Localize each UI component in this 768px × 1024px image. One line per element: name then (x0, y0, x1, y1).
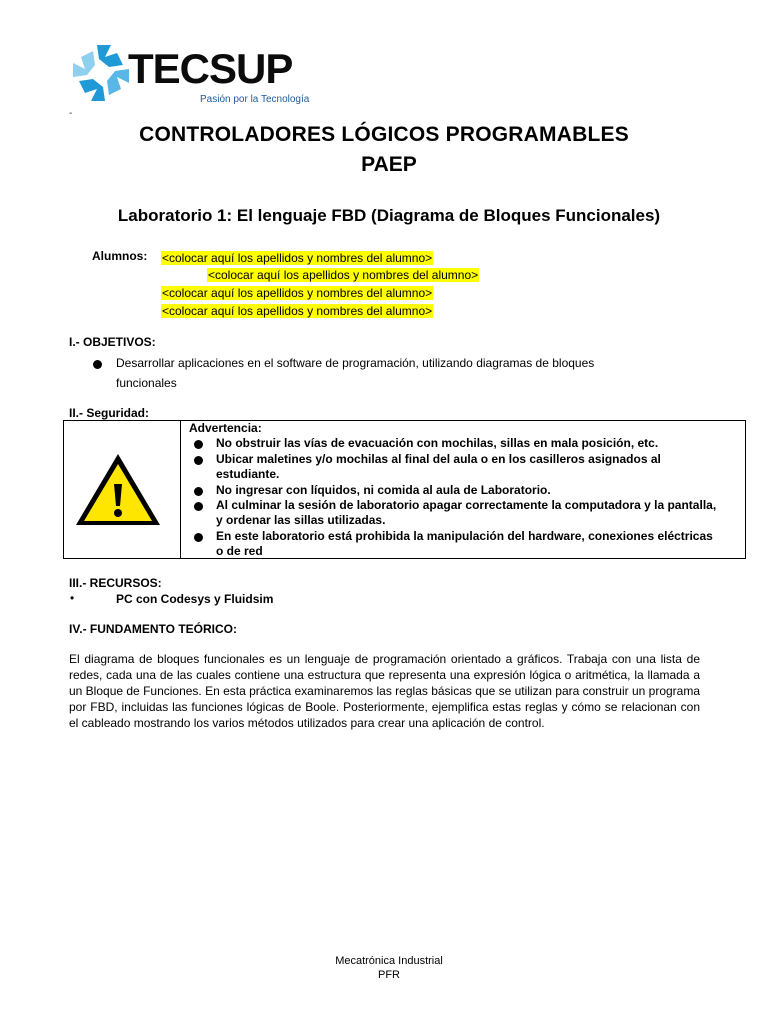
footer-department: Mecatrónica Industrial (335, 955, 443, 967)
alumno-entry[interactable]: <colocar aquí los apellidos y nombres del alumno> (162, 286, 433, 300)
safety-item: No obstruir las vías de evacuación con mochilas, sillas en mala posición, etc. (216, 436, 659, 450)
bullet-icon (194, 533, 203, 542)
fundamento-heading: IV.- FUNDAMENTO TEÓRICO: (69, 622, 238, 636)
advertencia-title: Advertencia: (189, 421, 262, 435)
lab-subtitle: Laboratorio 1: El lenguaje FBD (Diagrama de Bloques Funcionales) (117, 206, 661, 225)
recurso-item: PC con Codesys y Fluidsim (116, 592, 274, 606)
bullet-icon (194, 456, 203, 465)
objetivo-line2: funcionales (116, 376, 177, 390)
safety-table-divider (180, 420, 181, 559)
tick-mark: - (69, 108, 73, 119)
bullet-icon (93, 360, 102, 369)
logo-wordmark: TECSUP (128, 45, 293, 92)
document-title-line2: PAEP (361, 153, 417, 176)
bullet-icon (194, 502, 203, 511)
document-title: CONTROLADORES LÓGICOS PROGRAMABLES (139, 123, 629, 146)
fundamento-paragraph: El diagrama de bloques funcionales es un lenguaje de programación orientado a gráficos. Trabaja con una lista de redes, cada una de las cuales contiene una estructura que representa una expresión lógica o aritmética, la llamada a un Bloque de Funciones. En esta práctica examinaremos las reglas básicas que se utilizan para construir un programa por FBD, incluidas las funciones lógicas de Boole. Posteriormente, ejemplifica estas reglas y cómo se relacionan con el cableado mostrando los varios métodos utilizados para crear una aplicación de control. (69, 652, 701, 731)
safety-item: Al culminar la sesión de laboratorio apagar correctamente la computadora y la pantalla, y ordenar las sillas utilizadas. (216, 498, 717, 527)
alumno-entry[interactable]: <colocar aquí los apellidos y nombres del alumno> (208, 268, 479, 282)
recursos-heading: III.- RECURSOS: (69, 576, 162, 590)
safety-item: Ubicar maletines y/o mochilas al final del aula o en los casilleros asignados al estudiante. (216, 452, 661, 481)
objetivos-heading: I.- OBJETIVOS: (69, 335, 156, 349)
footer-program: PFR (378, 969, 400, 981)
recurso-bullet: • (70, 591, 75, 605)
objetivo-line1: Desarrollar aplicaciones en el software de programación, utilizando diagramas de bloques (116, 356, 595, 370)
logo-tagline: Pasión por la Tecnología (200, 94, 310, 105)
safety-item: En este laboratorio está prohibida la manipulación del hardware, conexiones eléctricas o de red (216, 529, 713, 558)
bullet-icon (194, 440, 203, 449)
alumno-entry[interactable]: <colocar aquí los apellidos y nombres del alumno> (162, 251, 433, 265)
warning-triangle-icon (74, 452, 162, 528)
safety-item: No ingresar con líquidos, ni comida al aula de Laboratorio. (216, 483, 551, 497)
bullet-icon (194, 487, 203, 496)
alumnos-label: Alumnos: (92, 249, 148, 263)
alumno-entry[interactable]: <colocar aquí los apellidos y nombres del alumno> (162, 304, 433, 318)
logo-emblem-icon (70, 42, 132, 104)
seguridad-heading: II.- Seguridad: (69, 406, 150, 420)
